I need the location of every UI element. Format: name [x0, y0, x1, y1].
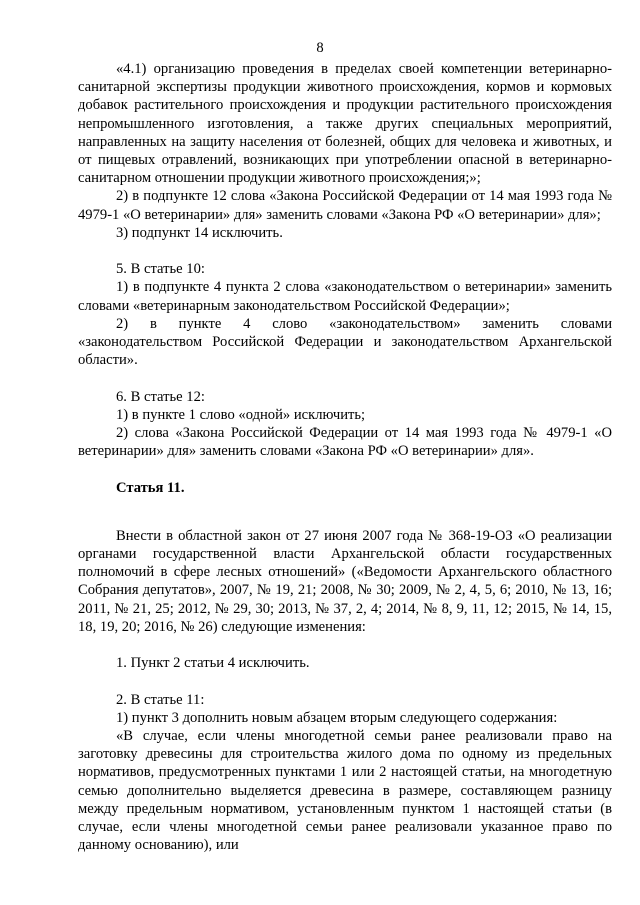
paragraph-quoted-text: «В случае, если члены многодетной семьи ранее реализовали право на заготовку древесины для строительства жилого дома по одному из предельных нормативов, предусмотренных пунктами 1 или 2 настоящей статьи, на многодетную семью дополнительно выделяется древесина в размере, составляющем разницу между предельным нормативом, установленным пунктом 1 настоящей статьи (в случае, если члены многодетной семьи ранее реализовали указанное право по данному основанию), или [78, 728, 612, 854]
paragraph-4-1: «4.1) организацию проведения в пределах своей компетенции ветеринарно-санитарной экспертизы продукции животного происхождения, кормов и кормовых добавок растительного происхождения и продукции растительного происхождения непромышленного изготовления, а также других специальных мероприятий, направленных на защиту населения от болезней, общих для человека и животных, и от пищевых отравлений, возникающих при употреблении опасной в ветеринарно-санитарном отношении продукции животного происхождения;»; [78, 61, 612, 187]
paragraph-article-11-intro: Внести в областной закон от 27 июня 2007 года № 368-19-ОЗ «О реализации органами государственной власти Архангельской области государственных полномочий в сфере лесных отношений» («Ведомости Архангельского областного Собрания депутатов», 2007, № 19, 21; 2008, № 30; 2009, № 2, 4, 5, 6; 2010, № 13, 16; 2011, № 21, 25; 2012, № 29, 30; 2013, № 37, 2, 4; 2014, № 8, 9, 11, 12; 2015, № 14, 15, 18, 19, 20; 2016, № 26) следующие изменения: [78, 527, 612, 635]
paragraph-subitem-12: 2) в подпункте 12 слова «Закона Российской Федерации от 14 мая 1993 года № 4979-1 «О ветеринарии» для» заменить словами «Закона РФ «О ветеринарии» для»; [78, 188, 612, 223]
paragraph-article-10-item-2: 2) в пункте 4 слово «законодательством» заменить словами «законодательством Российской Федерации и законодательством Архангельской области». [78, 315, 612, 369]
paragraph-item-2-subitem-1: 1) пункт 3 дополнить новым абзацем вторым следующего содержания: [116, 709, 558, 726]
paragraph-article-12: 6. В статье 12: [116, 388, 205, 405]
paragraph-subitem-14: 3) подпункт 14 исключить. [116, 224, 283, 241]
paragraph-article-10: 5. В статье 10: [116, 261, 205, 278]
paragraph-item-1: 1. Пункт 2 статьи 4 исключить. [116, 655, 310, 672]
page-number: 8 [316, 40, 324, 56]
paragraph-article-12-item-1: 1) в пункте 1 слово «одной» исключить; [116, 406, 366, 423]
paragraph-article-12-item-2: 2) слова «Закона Российской Федерации от 14 мая 1993 года № 4979-1 «О ветеринарии» для» заменить словами «Закона РФ «О ветеринарии» для». [78, 425, 612, 460]
paragraph-item-2: 2. В статье 11: [116, 691, 205, 708]
document-body [78, 60, 612, 854]
paragraph-article-10-item-1: 1) в подпункте 4 пункта 2 слова «законодательством о ветеринарии» заменить словами «ветеринарным законодательством Российской Федерации»; [78, 279, 612, 314]
heading-article-11: Статья 11. [116, 479, 185, 496]
